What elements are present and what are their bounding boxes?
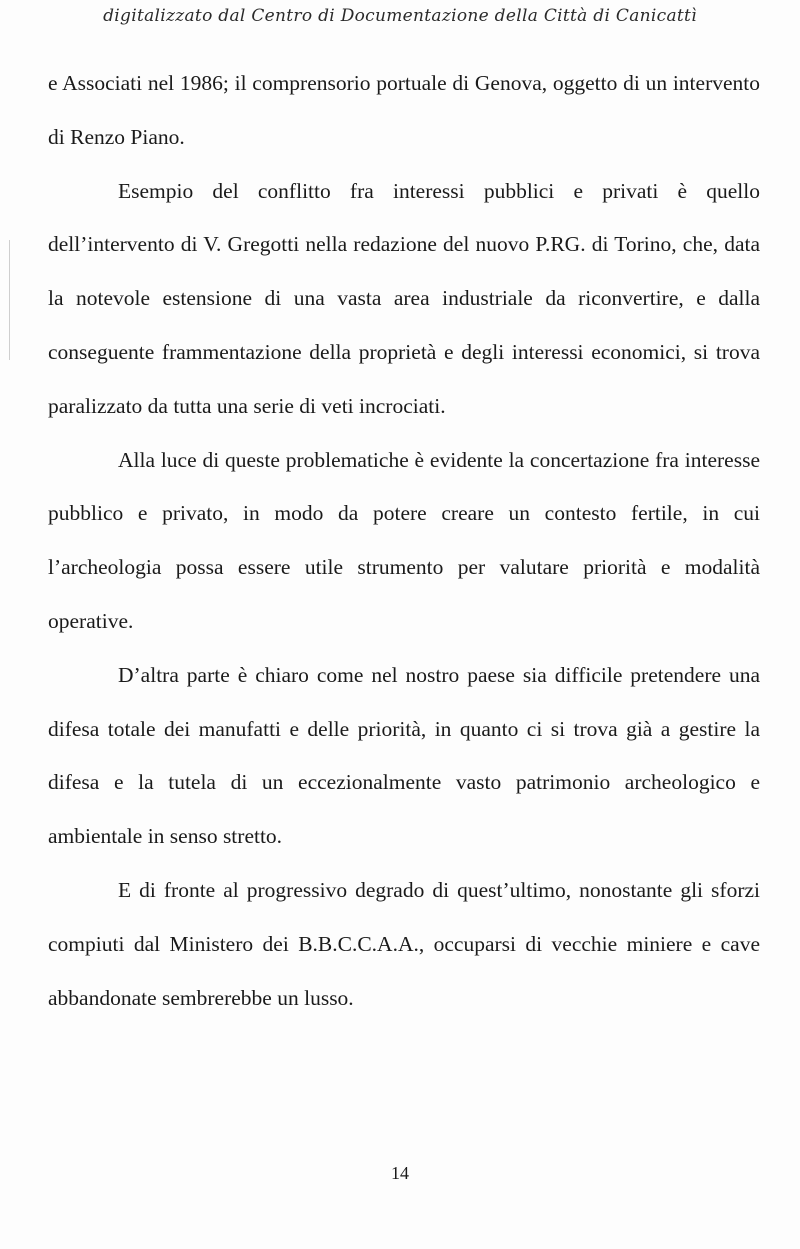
digitization-watermark: digitalizzato dal Centro di Documentazione della Città di Canicattì <box>103 6 697 26</box>
paragraph: Alla luce di queste problematiche è evidente la concertazione fra interesse pubblico e privato, in modo da potere creare un contesto fertile, in cui l’archeologia possa essere utile strumento per valutare priorità e modalità operative. <box>48 447 760 633</box>
paragraph-continuation: e Associati nel 1986; il comprensorio portuale di Genova, oggetto di un intervento di Renzo Piano. <box>48 71 760 149</box>
document-body <box>48 57 760 1025</box>
paragraph: Esempio del conflitto fra interessi pubblici e privati è quello dell’intervento di V. Gregotti nella redazione del nuovo P.RG. di Torino, che, data la notevole estensione di una vasta area industriale da riconvertire, e dalla conseguente frammentazione della proprietà e degli interessi economici, si trova paralizzato da tutta una serie di veti incrociati. <box>48 178 760 418</box>
scan-edge-mark <box>9 240 10 360</box>
paragraph: D’altra parte è chiaro come nel nostro paese sia difficile pretendere una difesa totale dei manufatti e delle priorità, in quanto ci si trova già a gestire la difesa e la tutela di un eccezionalmente vasto patrimonio archeologico e ambientale in senso stretto. <box>48 662 760 849</box>
page-number: 14 <box>391 1163 409 1183</box>
paragraph: E di fronte al progressivo degrado di quest’ultimo, nonostante gli sforzi compiuti dal Ministero dei B.B.C.C.A.A., occuparsi di vecchie miniere e cave abbandonate sembrerebbe un lusso. <box>48 877 760 1010</box>
